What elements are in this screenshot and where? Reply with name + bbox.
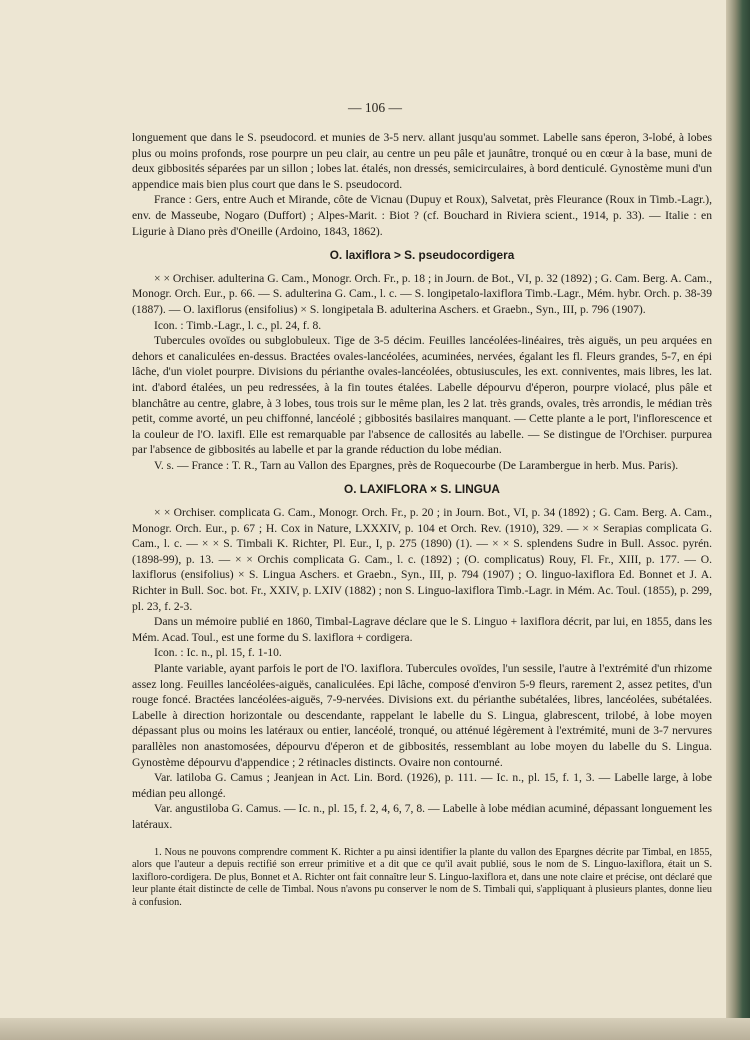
paragraph: longuement que dans le S. pseudocord. et munies de 3-5 nerv. allant jusqu'au sommet. Labelle sans éperon, 3-lobé, à lobes plus ou moins profonds, rose pourpre un peu clair, au centre un peu pâle et jaunâtre, tronqué ou en cœur à la base, muni de deux gibbosités séparées par un sillon ; lobes lat. étalés, non dressés, semicirculaires, à bord denticulé. Gynostème muni d'un appendice mais bien plus court que dans le S. pseudocord.: [132, 131, 712, 191]
paragraph: Plante variable, ayant parfois le port de l'O. laxiflora. Tubercules ovoïdes, l'un sessile, l'autre à l'extrémité d'un rhizome assez long. Feuilles lancéolées-aiguës, canaliculées. Epi lâche, composé d'environ 5-9 fleurs, rarement 2, assez petites, d'un rouge foncé. Bractées lancéolées-aiguës, 7-9-nervées. Divisions ext. du périanthe subétalées, libres, lancéolées, subétalées. Labelle à direction horizontale ou descendante, rappelant le labelle du S. Lingua, glabrescent, trilobé, à lobe moyen dépassant plus ou moins les latéraux ou entier, lancéolé, tronqué, ou atténué légèrement à l'extrémité, muni de 3-7 nervures parallèles non anastomosées, dépourvu d'éperon et de gibbosités, ressemblant au lobe moyen du labelle du S. Lingua. Gynostème dépourvu d'appendice ; 2 rétinacles distincts. Ovaire non contourné.: [132, 662, 712, 769]
paragraph: France : Gers, entre Auch et Mirande, côte de Vicnau (Dupuy et Roux), Salvetat, près Fleurance (Roux in Timb.-Lagr.), env. de Masseube, Nogaro (Duffort) ; Alpes-Marit. : Biot ? (cf. Bouchard in Riviera scient., 1914, p. 33). — Italie : en Ligurie à Diano près d'Oneille (Ardoino, 1843, 1862).: [132, 193, 712, 238]
paragraph: Var. latiloba G. Camus ; Jeanjean in Act. Lin. Bord. (1926), p. 111. — Ic. n., pl. 15, f. 1, 3. — Labelle large, à lobe médian peu allongé.: [132, 771, 712, 800]
paragraph: Tubercules ovoïdes ou subglobuleux. Tige de 3-5 décim. Feuilles lancéolées-linéaires, très aiguës, un peu arquées en dehors et canaliculées en-dessus. Bractées ovales-lancéolées, acuminées, nervées, égalant les fl. Fleurs grandes, 5-7, en épi lâche, d'un violet pourpre. Divisions du périanthe ovales-lancéolées, obtusiuscules, les ext. conniventes, mais libres, les lat. int. d'abord étalées, un peu redressées, à la fin toutes étalées. Labelle dépourvu d'éperon, pourpre violacé, plus pâle et blanchâtre au centre, glabre, à 3 lobes, tous trois sur le même plan, les 2 lat. très grands, ovales, très arrondis, le médian très petit, comme avorté, un peu chiffonné, lancéolé ; gibbosités basilaires manquant. — Cette plante a le port, l'inflorescence et la couleur de l'O. laxifl. Elle est remarquable par l'absence de callosités au labelle. — Se distingue de l'Orchiser. purpurea par l'absence de gibbosités au labelle et par la grande réduction du lobe médian.: [132, 334, 712, 457]
paragraph: Icon. : Timb.-Lagr., l. c., pl. 24, f. 8.: [154, 318, 322, 332]
paragraph: × × Orchiser. adulterina G. Cam., Monogr. Orch. Fr., p. 18 ; in Journ. de Bot., VI, p. 32 (1892) ; G. Cam. Berg. A. Cam., Monogr. Orch. Eur., p. 66. — S. adulterina G. Cam., l. c. — S. longipetalo-laxiflora Timb.-Lagr., Mém. hybr. Orch. p. 38-39 (1887). — O. laxiflorus (ensifolius) × S. longipetala B. adulterina Aschers. et Graebn., Syn., III, p. 796 (1907).: [132, 271, 712, 316]
page-number: — 106 —: [348, 100, 402, 115]
book-spine: [726, 0, 750, 1040]
paragraph: Icon. : Ic. n., pl. 15, f. 1-10.: [154, 646, 282, 660]
paragraph: Var. angustiloba G. Camus. — Ic. n., pl. 15, f. 2, 4, 6, 7, 8. — Labelle à lobe médian acuminé, dépassant longuement les latéraux.: [132, 802, 712, 831]
section-heading: O. LAXIFLORA × S. LINGUA: [344, 482, 500, 497]
page-edge: [0, 1018, 750, 1040]
page-body: [132, 130, 712, 910]
footnote: 1. Nous ne pouvons comprendre comment K. Richter a pu ainsi identifier la plante du vallon des Epargnes décrite par Timbal, en 1855, alors que l'auteur a depuis rectifié son erreur primitive et a dit que ce qu'il avait publié, sous le nom de S. Linguo-laxiflora, était un S. laxifloro-cordigera. De plus, Bonnet et A. Richter ont fait connaître leur S. Linguo-laxiflora et, dans une note claire et précise, ont déclaré que leur plante était distincte de celle de Timbal. Nous n'avons pu conserver le nom de S. Timbali qui, s'appliquant à plusieurs plantes, donne lieu à confusion.: [132, 846, 712, 908]
paragraph: Dans un mémoire publié en 1860, Timbal-Lagrave déclare que le S. Linguo + laxiflora décrit, par lui, en 1855, dans les Mém. Acad. Toul., est une forme du S. laxiflora + cordigera.: [132, 615, 712, 644]
section-heading: O. laxiflora > S. pseudocordigera: [329, 248, 515, 263]
paragraph: × × Orchiser. complicata G. Cam., Monogr. Orch. Fr., p. 20 ; in Journ. Bot., VI, p. 34 (1892) ; G. Cam. Berg. A. Cam., Monogr. Orch. Eur., p. 67 ; H. Cox in Nature, LXXXIV, p. 104 et Orch. Rev. (1910), 329. — × × Serapias complicata G. Cam., l. c. — × × S. Timbali K. Richter, Pl. Eur., I, p. 275 (1890) (1). — × × S. splendens Sudre in Bull. Assoc. pyrén. (1898-99), p. 13. — × × Orchis complicata G. Cam., l. c. (1892) ; (O. complicatus) Rouy, Fl. Fr., XIII, p. 177. — O. laxiflorus (ensifolius) × S. Lingua Aschers. et Graebn., Syn., III, p. 794 (1907) ; O. linguo-laxiflora Ed. Bonnet et J. A. Richter in Bull. Soc. bot. Fr., XXIV, p. LXIV (1882) ; non S. Linguo-laxiflora Timb.-Lagr. in Mém. Ac. Toul. (1855), p. 299, pl. 23, f. 2-3.: [132, 506, 712, 613]
paragraph: V. s. — France : T. R., Tarn au Vallon des Epargnes, près de Roquecourbe (De Larambergue in herb. Mus. Paris).: [154, 458, 679, 472]
